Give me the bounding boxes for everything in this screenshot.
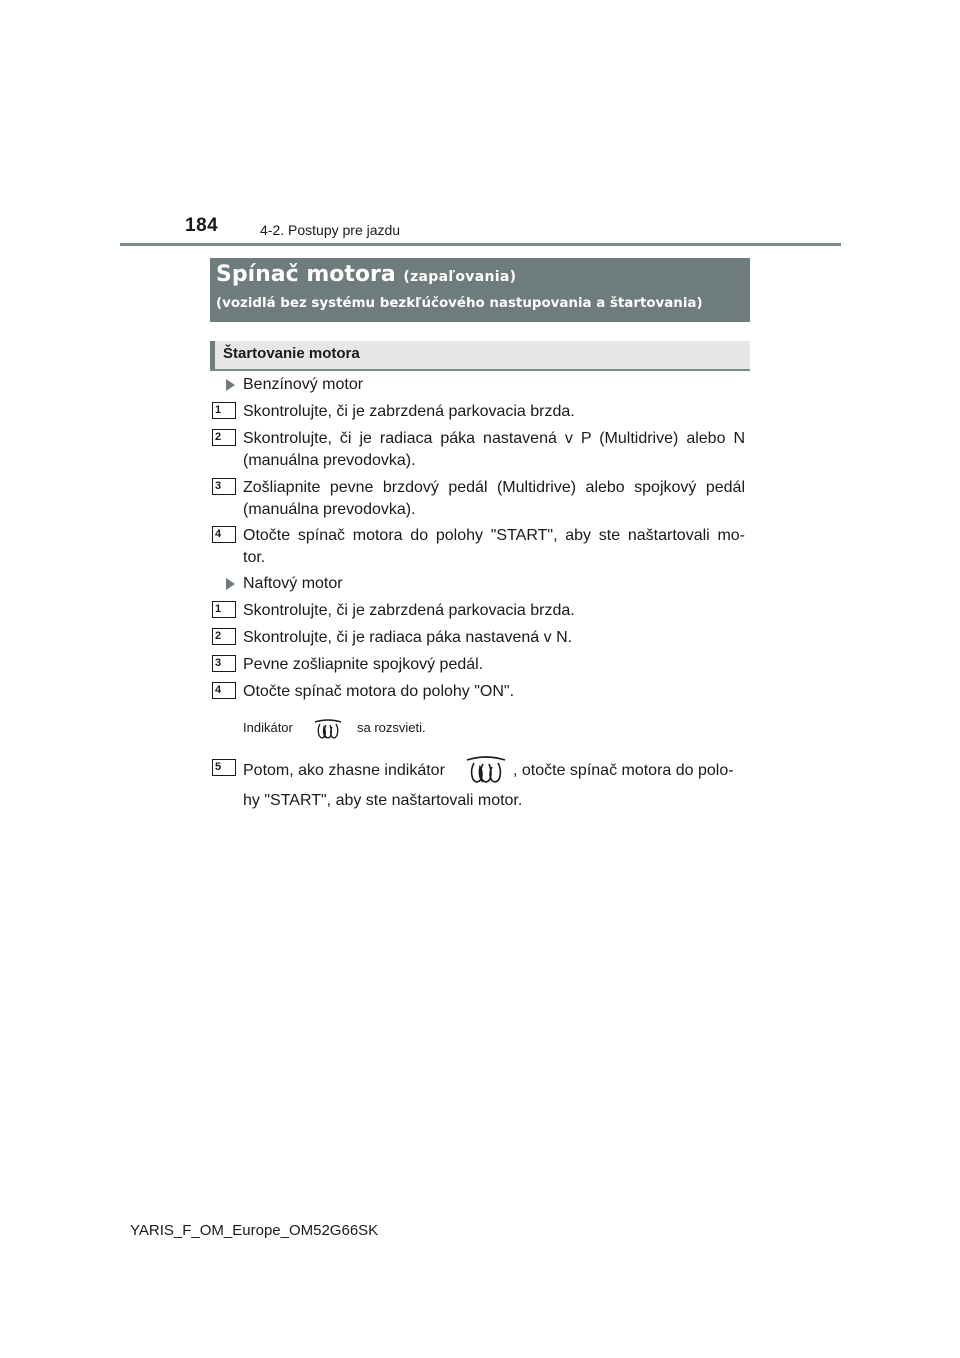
step-number-badge: 3 (212, 655, 236, 672)
petrol-step-3-text-line1: Zošliapnite pevne brzdový pedál (Multidrive) alebo spojkový pedál (243, 479, 745, 496)
petrol-step-2-text-line2: (manuálna prevodovka). (243, 452, 416, 469)
diesel-step-3-text: Pevne zošliapnite spojkový pedál. (243, 656, 484, 673)
glow-plug-indicator-icon (312, 719, 344, 741)
diesel-step-5-text-before: Potom, ako zhasne indikátor (243, 762, 445, 779)
header-divider (120, 243, 841, 246)
step-number-badge: 2 (212, 429, 236, 446)
diesel-step-5-text-after: , otočte spínač motora do polo- (513, 762, 734, 779)
indicator-note-before: Indikátor (243, 720, 293, 735)
triangle-bullet-icon (226, 578, 235, 590)
page-title (216, 262, 516, 287)
diesel-heading: Naftový motor (243, 575, 343, 592)
section-header (210, 341, 750, 371)
triangle-bullet-icon (226, 379, 235, 391)
petrol-step-4-text-line2: tor. (243, 549, 266, 566)
title-banner (210, 258, 750, 322)
step-number-badge: 3 (212, 478, 236, 495)
step-number-badge: 1 (212, 601, 236, 618)
diesel-step-4-text: Otočte spínač motora do polohy "ON". (243, 683, 515, 700)
document-code: YARIS_F_OM_Europe_OM52G66SK (130, 1222, 379, 1239)
step-number-badge: 5 (212, 759, 236, 776)
petrol-step-1-text: Skontrolujte, či je zabrzdená parkovacia brzda. (243, 403, 575, 420)
page-title-main: Spínač motora (216, 262, 396, 287)
page-number: 184 (185, 215, 219, 236)
indicator-note-after: sa rozsvieti. (357, 720, 426, 735)
petrol-step-3-text-line2: (manuálna prevodovka). (243, 501, 416, 518)
petrol-heading: Benzínový motor (243, 376, 364, 393)
step-number-badge: 2 (212, 628, 236, 645)
page-subtitle: (vozidlá bez systému bezkľúčového nastupovania a štartovania) (216, 296, 703, 311)
petrol-step-2-text-line1: Skontrolujte, či je radiaca páka nastavená v P (Multidrive) alebo N (243, 430, 745, 447)
chapter-title: 4-2. Postupy pre jazdu (260, 222, 401, 238)
diesel-step-1-text: Skontrolujte, či je zabrzdená parkovacia brzda. (243, 602, 575, 619)
step-number-badge: 4 (212, 682, 236, 699)
diesel-step-2-text: Skontrolujte, či je radiaca páka nastavená v N. (243, 629, 573, 646)
diesel-step-5-text-line2: hy "START", aby ste naštartovali motor. (243, 792, 523, 809)
page-title-paren: (zapaľovania) (403, 269, 517, 285)
section-title: Štartovanie motora (223, 345, 360, 362)
step-number-badge: 4 (212, 526, 236, 543)
step-number-badge: 1 (212, 402, 236, 419)
petrol-step-4-text-line1: Otočte spínač motora do polohy "START", aby ste naštartovali mo- (243, 527, 745, 544)
glow-plug-indicator-icon (463, 756, 509, 786)
